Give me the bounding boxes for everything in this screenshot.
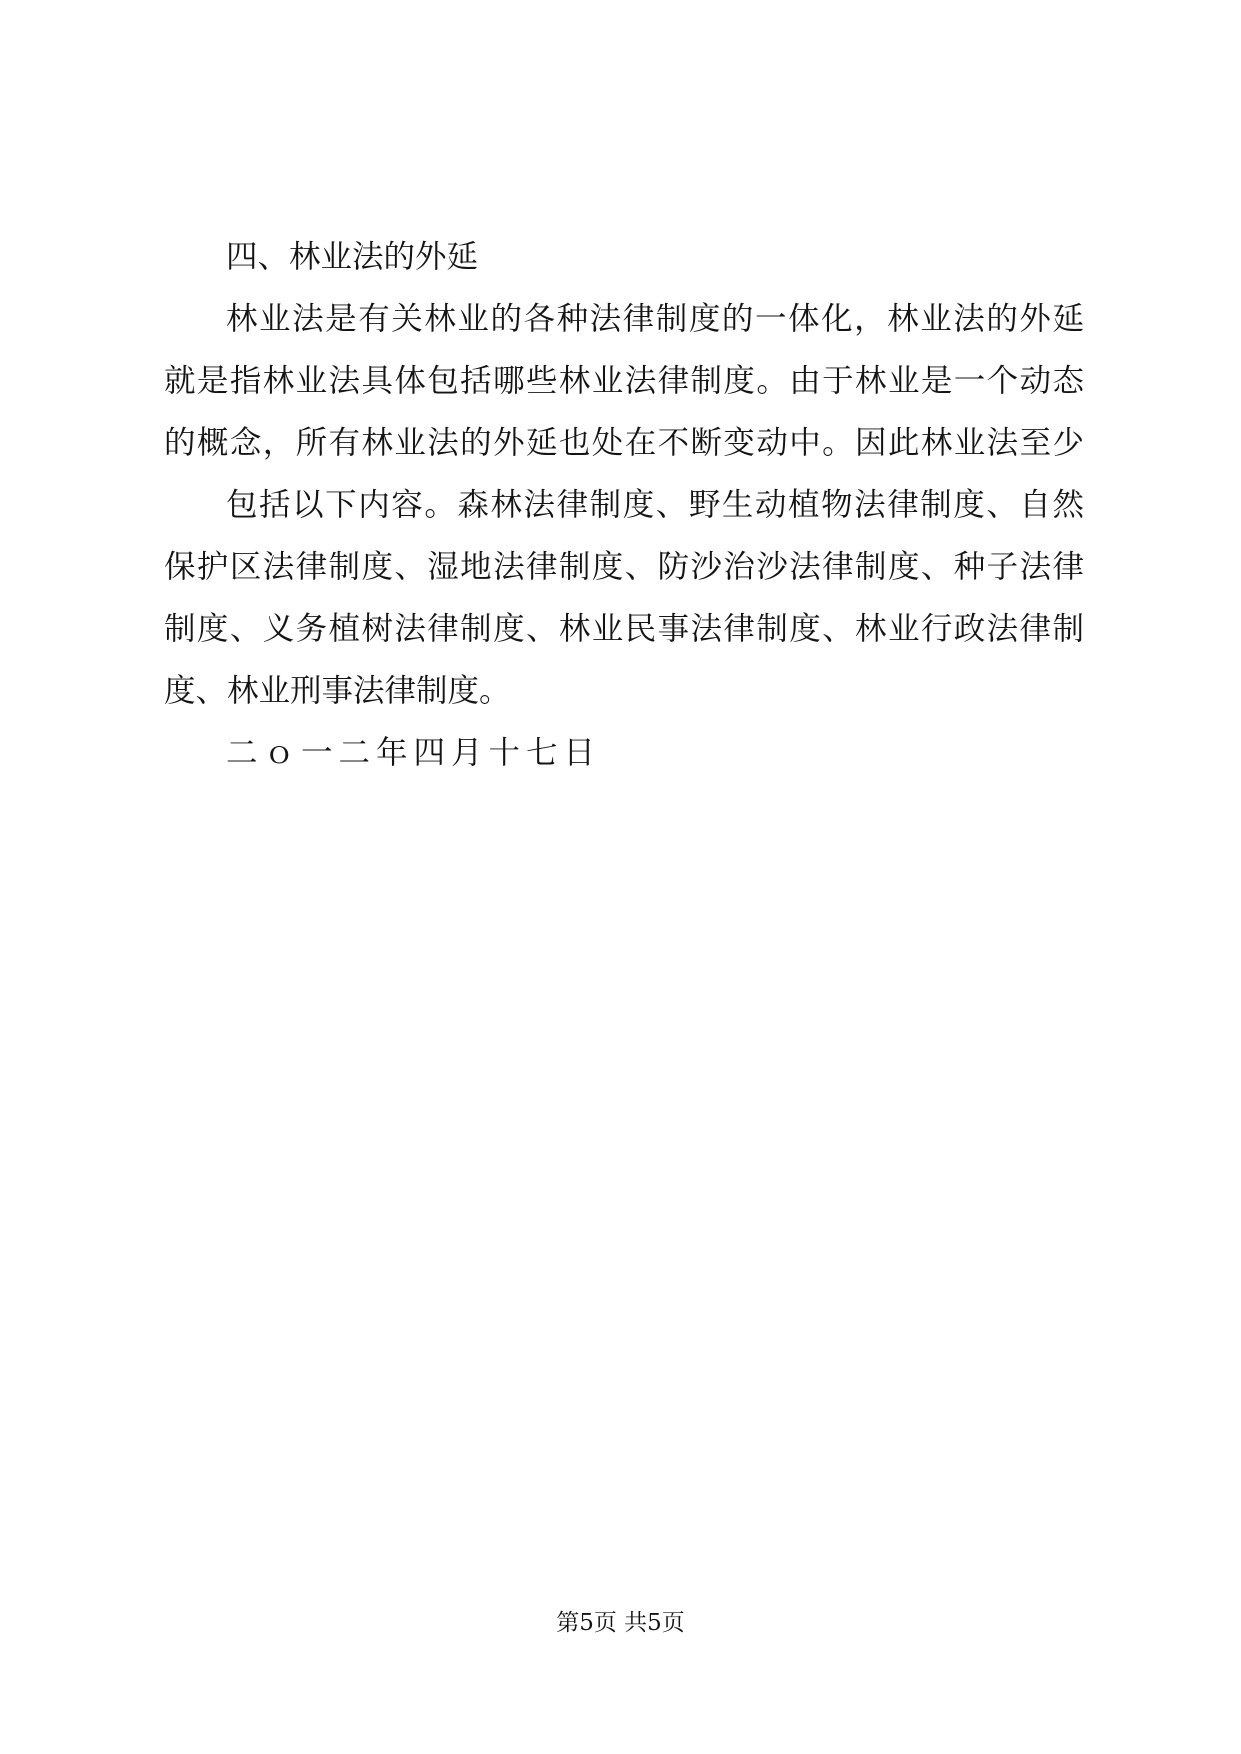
document-date: 二ｏ一二年四月十七日 xyxy=(226,735,602,771)
paragraph-line: 度、林业刑事法律制度。 xyxy=(164,673,511,709)
paragraph-line: 保护区法律制度、湿地法律制度、防沙治沙法律制度、种子法律 xyxy=(164,549,1084,585)
paragraph-line: 包括以下内容。森林法律制度、野生动植物法律制度、自然 xyxy=(226,487,1084,523)
page-number-footer: 第5页 共5页 xyxy=(556,1610,685,1636)
paragraph-line: 的概念，所有林业法的外延也处在不断变动中。因此林业法至少 xyxy=(164,425,1084,461)
paragraph-line: 就是指林业法具体包括哪些林业法律制度。由于林业是一个动态 xyxy=(164,363,1084,399)
paragraph-line: 林业法是有关林业的各种法律制度的一体化，林业法的外延 xyxy=(226,301,1084,337)
section-heading: 四、林业法的外延 xyxy=(226,239,479,275)
paragraph-line: 制度、义务植树法律制度、林业民事法律制度、林业行政法律制 xyxy=(164,611,1084,647)
